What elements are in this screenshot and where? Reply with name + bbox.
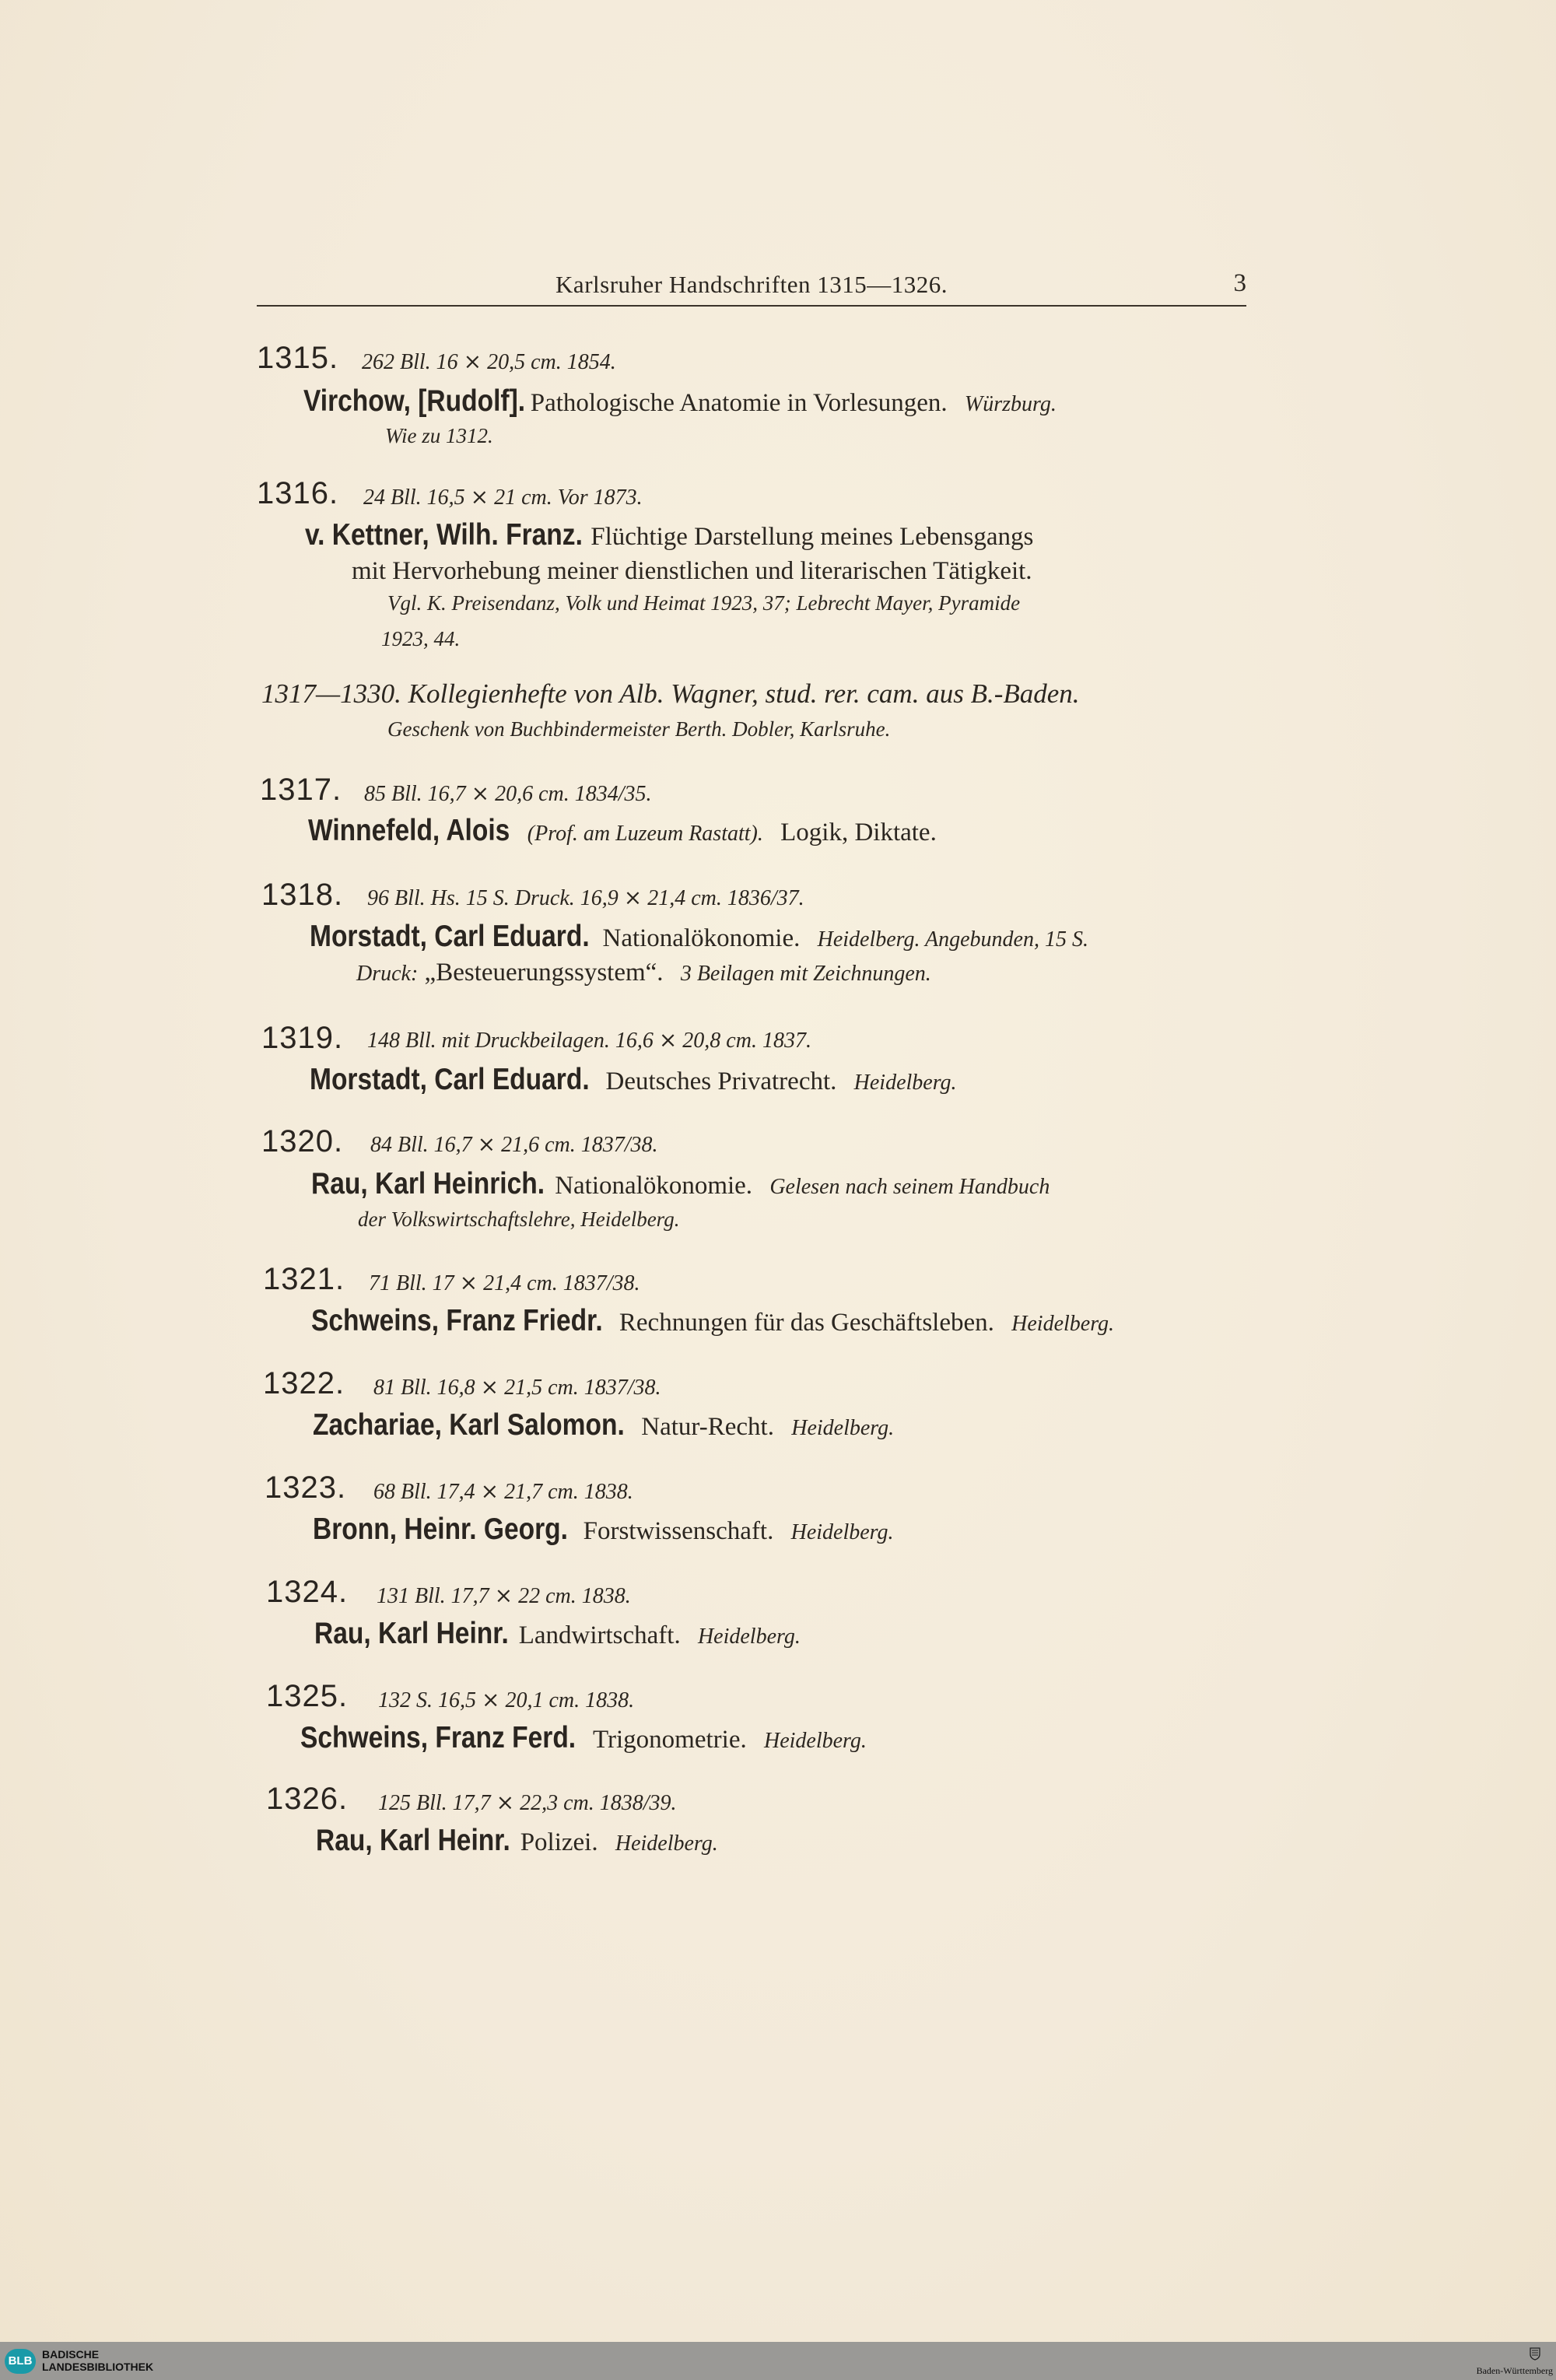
entry-title: Pathologische Anatomie in Vorlesungen. (530, 389, 948, 417)
entry-physical-description: 71 Bll. 17 ⨯ 21,4 cm. 1837/38. (369, 1271, 640, 1295)
entry-number: 1326. (266, 1782, 349, 1816)
entry-author: Morstadt, Carl Eduard. (310, 920, 590, 953)
entry-supplements: 3 Beilagen mit Zeichnungen. (680, 962, 931, 986)
collection-range-title: 1317—1330. Kollegienhefte von Alb. Wagner, stud. rer. cam. aus B.-Baden. (261, 678, 1080, 709)
entry-title: Logik, Diktate. (780, 818, 937, 846)
entry-number: 1315. (257, 341, 339, 375)
entry-title-line (316, 1824, 718, 1858)
entry-place: Heidelberg. (1011, 1312, 1115, 1336)
entry-physical-description: 262 Bll. 16 ⨯ 20,5 cm. 1854. (362, 350, 616, 374)
entry-title: Nationalökonomie. (602, 924, 801, 952)
entry-title: Polizei. (520, 1828, 598, 1856)
entry-author: Rau, Karl Heinr. (314, 1617, 509, 1650)
entry-place: Heidelberg. Angebunden, 15 S. (817, 927, 1088, 952)
entry-number: 1323. (265, 1470, 347, 1505)
entry-title: Deutsches Privatrecht. (605, 1067, 837, 1095)
entry-physical-description: 132 S. 16,5 ⨯ 20,1 cm. 1838. (378, 1688, 635, 1712)
library-footer-bar (0, 2342, 1556, 2380)
entry-author: Virchow, [Rudolf]. (303, 384, 526, 418)
entry-note: Vgl. K. Preisendanz, Volk und Heimat 1923, 37; Lebrecht Mayer, Pyramide (387, 591, 1021, 615)
entry-physical-description: 96 Bll. Hs. 15 S. Druck. 16,9 ⨯ 21,4 cm. 1836/37. (367, 886, 804, 910)
entry-note: Wie zu 1312. (385, 424, 493, 447)
entry-place: Heidelberg. (790, 1520, 894, 1544)
entry-title: Landwirtschaft. (518, 1621, 681, 1649)
entry-number: 1316. (257, 476, 339, 510)
entry-place: Heidelberg. (791, 1416, 895, 1440)
entry-number: 1318. (261, 878, 344, 912)
entry-title-line (310, 1063, 957, 1097)
entry-print-label: Druck: (356, 962, 419, 986)
entry-title: Natur-Recht. (641, 1413, 774, 1441)
blb-logo-icon[interactable]: BLB (5, 2349, 36, 2374)
collection-provenance-note: Geschenk von Buchbindermeister Berth. Dobler, Karlsruhe. (387, 717, 891, 741)
state-coat-of-arms-icon (1530, 2347, 1540, 2361)
entry-number: 1317. (260, 773, 342, 807)
entry-title: Trigonometrie. (593, 1726, 747, 1754)
entry-title: Nationalökonomie. (555, 1172, 753, 1200)
entry-title: Rechnungen für das Geschäftsleben. (619, 1309, 994, 1337)
entry-author: Rau, Karl Heinrich. (311, 1167, 545, 1201)
entry-title-line (308, 814, 937, 848)
page-number: 3 (1233, 269, 1246, 297)
entry-title-line (300, 1721, 867, 1755)
header-rule (257, 305, 1246, 307)
library-name (42, 2348, 153, 2373)
entry-title: Forstwissenschaft. (583, 1517, 774, 1545)
entry-place: Heidelberg. (615, 1831, 718, 1856)
entry-note: der Volkswirtschaftslehre, Heidelberg. (358, 1208, 680, 1231)
entry-author: Schweins, Franz Friedr. (311, 1304, 603, 1337)
entry-place: Heidelberg. (697, 1625, 801, 1649)
entry-physical-description: 125 Bll. 17,7 ⨯ 22,3 cm. 1838/39. (378, 1791, 677, 1815)
entry-author: Winnefeld, Alois (308, 814, 510, 847)
entry-title-line (311, 1304, 1114, 1338)
entry-number: 1325. (266, 1679, 349, 1713)
entry-place: Würzburg. (964, 392, 1057, 416)
entry-continuation (356, 959, 931, 987)
entry-physical-description: 24 Bll. 16,5 ⨯ 21 cm. Vor 1873. (363, 485, 643, 510)
entry-title: Flüchtige Darstellung meines Lebensgangs (591, 523, 1034, 551)
state-label: Baden-Württemberg (1476, 2365, 1553, 2376)
entry-physical-description: 148 Bll. mit Druckbeilagen. 16,6 ⨯ 20,8 cm. 1837. (367, 1029, 811, 1053)
entry-title-line (310, 920, 1088, 954)
entry-author-note: (Prof. am Luzeum Rastatt). (527, 822, 763, 846)
entry-title-line (303, 384, 1057, 419)
entry-title-line (305, 518, 1033, 552)
entry-physical-description: 84 Bll. 16,7 ⨯ 21,6 cm. 1837/38. (370, 1133, 658, 1157)
entry-title-line (313, 1512, 894, 1547)
entry-place: Heidelberg. (853, 1071, 957, 1095)
entry-number: 1322. (263, 1366, 345, 1400)
entry-author: Schweins, Franz Ferd. (300, 1721, 576, 1754)
entry-author: v. Kettner, Wilh. Franz. (305, 518, 583, 552)
entry-number: 1324. (266, 1575, 349, 1609)
entry-physical-description: 81 Bll. 16,8 ⨯ 21,5 cm. 1837/38. (373, 1376, 661, 1400)
entry-print-title: „Besteuerungssystem“. (424, 959, 664, 987)
entry-author: Zachariae, Karl Salomon. (313, 1408, 625, 1442)
entry-note-inline: Gelesen nach seinem Handbuch (769, 1175, 1050, 1199)
running-title: Karlsruher Handschriften 1315—1326. (555, 271, 948, 298)
entry-title-line (314, 1617, 801, 1651)
entry-author: Rau, Karl Heinr. (316, 1824, 510, 1857)
library-name-line2: LANDESBIBLIOTHEK (42, 2361, 154, 2373)
entry-note: 1923, 44. (381, 627, 461, 650)
entry-title-line (313, 1408, 894, 1442)
library-name-line1: BADISCHE (42, 2348, 100, 2361)
entry-physical-description: 131 Bll. 17,7 ⨯ 22 cm. 1838. (377, 1584, 631, 1608)
entry-number: 1321. (263, 1262, 345, 1296)
entry-physical-description: 85 Bll. 16,7 ⨯ 20,6 cm. 1834/35. (364, 782, 652, 806)
running-header (257, 265, 1246, 310)
entry-physical-description: 68 Bll. 17,4 ⨯ 21,7 cm. 1838. (373, 1480, 633, 1504)
entry-number: 1319. (261, 1021, 344, 1055)
entry-title-continuation: mit Hervorhebung meiner dienstlichen und literarischen Tätigkeit. (352, 557, 1032, 585)
entry-place: Heidelberg. (763, 1729, 867, 1753)
entry-author: Morstadt, Carl Eduard. (310, 1063, 590, 1096)
entry-title-line (311, 1167, 1050, 1201)
entry-author: Bronn, Heinr. Georg. (313, 1512, 568, 1546)
entry-number: 1320. (261, 1124, 344, 1158)
